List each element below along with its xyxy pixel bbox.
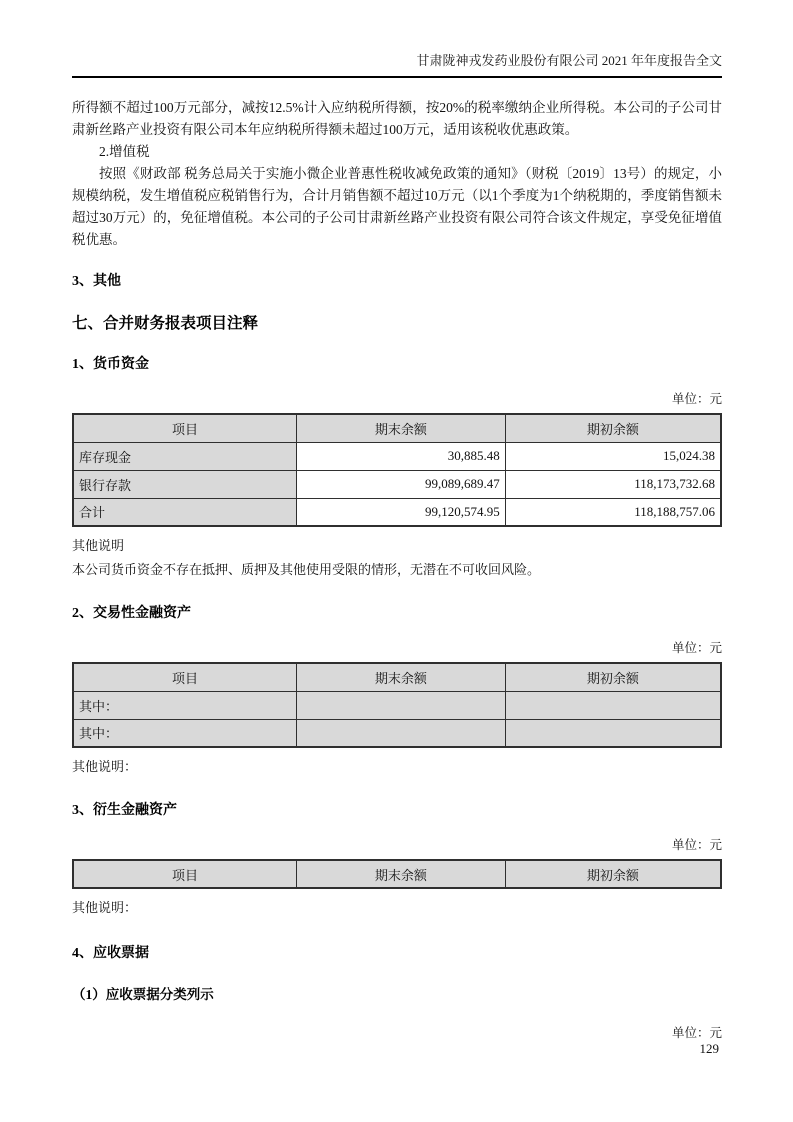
unit-label-trading-financial-assets: 单位：元 (671, 641, 722, 655)
page-number: 129 (699, 1041, 719, 1056)
column-header-item: 项目 (73, 663, 297, 691)
row-label: 合计 (73, 498, 297, 526)
column-header-ending-balance: 期末余额 (297, 414, 506, 442)
beginning-balance-value (505, 691, 721, 719)
table-row-subtotal-1 (73, 691, 721, 719)
note-title-derivative-financial-assets: 其他说明： (72, 900, 138, 915)
derivative-assets-header-row (73, 860, 721, 888)
monetary-funds-header-row (73, 414, 721, 442)
column-header-item: 项目 (73, 860, 297, 888)
heading-section-7: 七、合并财务报表项目注释 (72, 315, 259, 332)
running-header (72, 52, 722, 78)
ending-balance-value (297, 719, 506, 747)
row-label: 其中： (73, 691, 297, 719)
table-row-bank-deposits (73, 470, 721, 498)
ending-balance-value (297, 691, 506, 719)
beginning-balance-value: 15,024.38 (505, 442, 721, 470)
note-title-trading-financial-assets: 其他说明： (72, 759, 138, 774)
paragraph-income-tax: 所得额不超过100万元部分，减按12.5%计入应纳税所得额，按20%的税率缴纳企业所得税。本公司的子公司甘肃新丝路产业投资有限公司本年应纳税所得额未超过100万元，适用该税收优惠政策。 (72, 100, 722, 137)
row-label: 其中： (73, 719, 297, 747)
unit-label-derivative-financial-assets: 单位：元 (671, 838, 722, 852)
page-content (72, 0, 722, 1047)
derivative-financial-assets-table (72, 859, 722, 889)
table-row-total (73, 498, 721, 526)
row-label: 库存现金 (73, 442, 297, 470)
note-title-monetary-funds: 其他说明 (72, 538, 125, 553)
beginning-balance-value: 118,188,757.06 (505, 498, 721, 526)
ending-balance-value: 99,120,574.95 (297, 498, 506, 526)
trading-assets-header-row (73, 663, 721, 691)
paragraph-vat-body: 按照《财政部 税务总局关于实施小微企业普惠性税收减免政策的通知》（财税〔2019〕13号）的规定，小规模纳税，发生增值税应税销售行为，合计月销售额不超过10万元（以1个季度为1个纳税期的，季度销售额未超过30万元）的，免征增值税。本公司的子公司甘肃新丝路产业投资有限公司符合该文件规定，享受免征增值税优惠。 (72, 166, 722, 247)
heading-notes-receivable-classification: （1）应收票据分类列示 (72, 987, 214, 1002)
column-header-beginning-balance: 期初余额 (505, 663, 721, 691)
monetary-funds-table (72, 413, 722, 527)
column-header-item: 项目 (73, 414, 297, 442)
heading-notes-receivable: 4、应收票据 (72, 946, 149, 961)
heading-other: 3、其他 (72, 274, 121, 289)
ending-balance-value: 99,089,689.47 (297, 470, 506, 498)
paragraph-vat-title: 2.增值税 (99, 144, 150, 159)
row-label: 银行存款 (73, 470, 297, 498)
column-header-beginning-balance: 期初余额 (505, 414, 721, 442)
note-body-monetary-funds: 本公司货币资金不存在抵押、质押及其他使用受限的情形，无潜在不可收回风险。 (72, 562, 541, 577)
heading-monetary-funds: 1、货币资金 (72, 357, 149, 372)
table-row-cash-on-hand (73, 442, 721, 470)
beginning-balance-value: 118,173,732.68 (505, 470, 721, 498)
heading-trading-financial-assets: 2、交易性金融资产 (72, 606, 191, 621)
column-header-ending-balance: 期末余额 (297, 860, 506, 888)
table-row-subtotal-2 (73, 719, 721, 747)
column-header-beginning-balance: 期初余额 (505, 860, 721, 888)
heading-derivative-financial-assets: 3、衍生金融资产 (72, 803, 177, 818)
column-header-ending-balance: 期末余额 (297, 663, 506, 691)
beginning-balance-value (505, 719, 721, 747)
unit-label-notes-receivable: 单位：元 (671, 1026, 722, 1040)
trading-financial-assets-table (72, 662, 722, 748)
unit-label-monetary-funds: 单位：元 (671, 392, 722, 406)
ending-balance-value: 30,885.48 (297, 442, 506, 470)
report-title: 甘肃陇神戎发药业股份有限公司 2021 年年度报告全文 (416, 53, 722, 68)
